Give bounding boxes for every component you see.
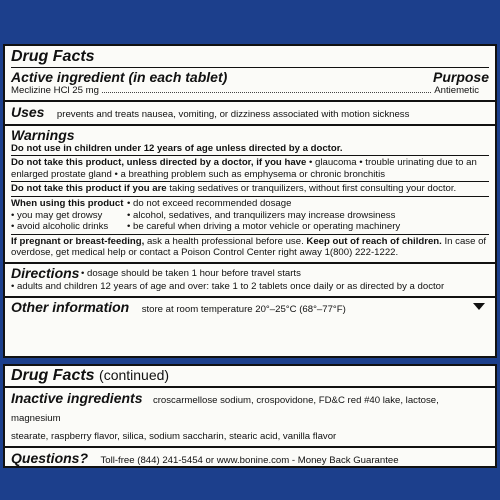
other-info-text: store at room temperature 20°–25°C (68°–77°F) <box>141 303 346 315</box>
questions-section <box>5 448 495 470</box>
active-ingredient-row <box>11 85 489 100</box>
warning-sedatives: Do not take this product if you are taking sedatives or tranquilizers, without first consulting your doctor. <box>11 183 457 195</box>
directions-line-2: • adults and children 12 years of age and over: take 1 to 2 tablets once daily or as directed by a doctor <box>11 280 445 292</box>
warnings-heading: Warnings <box>11 126 75 143</box>
inactive-text-2: stearate, raspberry flavor, silica, sodium saccharin, stearic acid, vanilla flavor <box>11 431 337 442</box>
other-info-section <box>5 298 495 318</box>
inactive-text-1: croscarmellose sodium, crospovidone, FD&C red #40 lake, lactose, magnesium <box>11 395 439 424</box>
triangle-down-icon <box>473 303 485 310</box>
inactive-heading: Inactive ingredients <box>11 390 143 406</box>
warning-pregnant: If pregnant or breast-feeding, ask a health professional before use. Keep out of reach of children. In case of overdose, get medical help or contact a Poison Control Center right away 1(800) 222-1222. <box>11 235 487 259</box>
questions-heading: Questions? <box>11 450 89 466</box>
continued-title: Drug Facts (continued) <box>5 366 495 388</box>
purpose-value: Antiemetic <box>434 85 479 96</box>
purpose-heading: Purpose <box>432 69 489 85</box>
uses-section <box>5 102 495 126</box>
warnings-section <box>5 126 495 264</box>
active-header-row <box>11 69 489 85</box>
questions-text: Toll-free (844) 241-5454 or www.bonine.com - Money Back Guarantee <box>100 455 399 466</box>
drug-facts-title: Drug Facts <box>11 48 95 65</box>
active-ingredient-heading: Active ingredient (in each tablet) <box>11 69 228 85</box>
uses-heading: Uses <box>11 103 45 120</box>
warning-children: Do not use in children under 12 years of age unless directed by a doctor. <box>11 142 343 154</box>
warning-ask-doctor: Do not take this product, unless directed by a doctor, if you have • glaucoma • trouble urinating due to an enlarged prostate gland • a breathing problem such as emphysema or chronic bronchitis <box>11 157 477 180</box>
directions-line-1: • dosage should be taken 1 hour before travel starts <box>81 267 301 279</box>
other-info-heading: Other information <box>11 298 130 315</box>
directions-heading: Directions <box>11 264 80 281</box>
drug-facts-panel <box>3 44 497 358</box>
uses-text: prevents and treats nausea, vomiting, or dizziness associated with motion sickness <box>56 108 410 120</box>
directions-section <box>5 264 495 298</box>
drug-facts-continued-panel <box>3 364 497 468</box>
inactive-section <box>5 388 495 448</box>
title-section <box>5 46 495 102</box>
warning-when-using: When using this product • you may get drowsy • avoid alcoholic drinks • do not exceed recommended dosage • alcohol, sedatives, and tranquilizers may increase drowsiness • be careful when driving a motor vehicle or operating machinery <box>11 197 401 233</box>
active-ingredient: Meclizine HCl 25 mg <box>11 85 99 96</box>
